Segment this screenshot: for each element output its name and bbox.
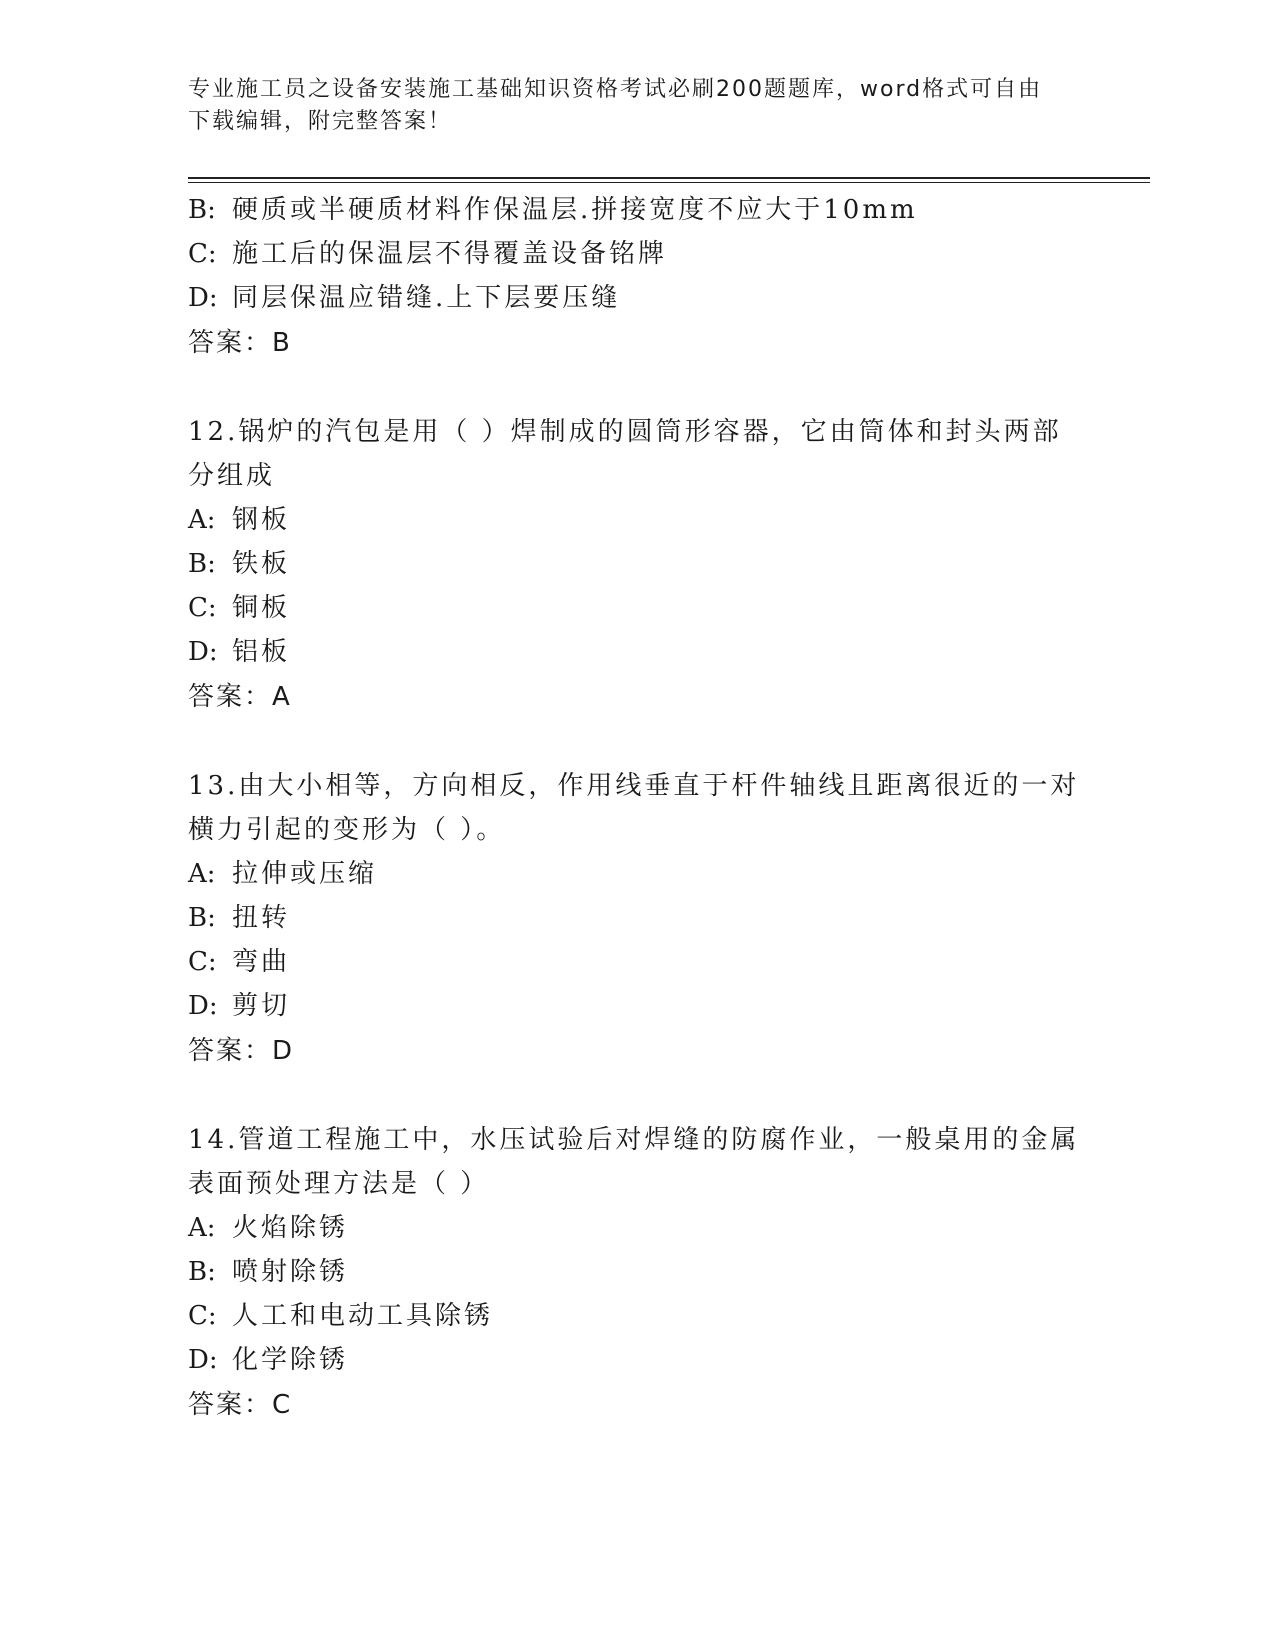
document-header [188,74,1068,138]
q14-option-a [188,1211,348,1245]
q13-stem-line-2: 横力引起的变形为（ ）。 [188,815,506,845]
q11-option-d [188,281,620,315]
option-text: 人工和电动工具除锈 [232,1301,494,1331]
option-label: D: [188,283,218,313]
option-label: D: [188,637,218,667]
q14-answer: 答案：C [188,1390,293,1420]
option-label: D: [188,1345,218,1375]
header-line-2: 下载编辑，附完整答案！ [188,109,453,134]
q13-option-a [188,857,377,891]
header-rule-secondary [188,182,1150,183]
option-text: 扭转 [232,903,291,933]
option-label: C: [188,239,217,269]
option-text: 拉伸或压缩 [232,859,378,889]
q14-stem-line-2: 表面预处理方法是（ ） [188,1169,490,1199]
q12-answer: 答案：A [188,682,292,712]
q11-answer: 答案：B [188,328,292,358]
option-text: 化学除锈 [232,1345,349,1375]
q13-option-c [188,945,290,979]
q13-option-d [188,989,290,1023]
option-label: C: [188,1301,217,1331]
option-label: B: [188,1257,216,1287]
q12-stem-line-2: 分组成 [188,461,276,491]
option-text: 喷射除锈 [232,1257,349,1287]
option-text: 弯曲 [232,947,291,977]
q12-option-a [188,503,290,537]
option-text: 铁板 [232,549,291,579]
option-text: 火焰除锈 [232,1213,349,1243]
q13-stem-line-1: 13.由大小相等，方向相反，作用线垂直于杆件轴线且距离很近的一对 [188,771,1080,801]
option-label: A: [188,859,216,889]
q14-option-d [188,1343,348,1377]
q13-answer: 答案：D [188,1036,295,1066]
q14-option-b [188,1255,348,1289]
option-text: 铝板 [232,637,291,667]
q12-option-b [188,547,290,581]
q12-option-c [188,591,290,625]
q14-option-c [188,1299,493,1333]
option-label: A: [188,1213,216,1243]
q12-stem-line-1: 12.锅炉的汽包是用（ ）焊制成的圆筒形容器，它由筒体和封头两部 [188,417,1062,447]
q11-option-b [188,193,918,227]
option-text: 钢板 [232,505,291,535]
option-text: 铜板 [232,593,291,623]
option-label: C: [188,593,217,623]
option-text: 剪切 [232,991,291,1021]
option-label: B: [188,195,216,225]
option-label: B: [188,549,216,579]
option-text: 施工后的保温层不得覆盖设备铭牌 [232,239,668,269]
option-text: 硬质或半硬质材料作保温层.拼接宽度不应大于10mm [232,195,918,225]
option-label: C: [188,947,217,977]
header-rule [188,177,1150,179]
option-label: D: [188,991,218,1021]
option-text: 同层保温应错缝.上下层要压缝 [232,283,621,313]
header-line-1: 专业施工员之设备安装施工基础知识资格考试必刷200题题库，word格式可自由 [188,77,1043,102]
option-label: B: [188,903,216,933]
q12-option-d [188,635,290,669]
q14-stem-line-1: 14.管道工程施工中，水压试验后对焊缝的防腐作业，一般桌用的金属 [188,1125,1080,1155]
q11-option-c [188,237,667,271]
q13-option-b [188,901,290,935]
option-label: A: [188,505,216,535]
